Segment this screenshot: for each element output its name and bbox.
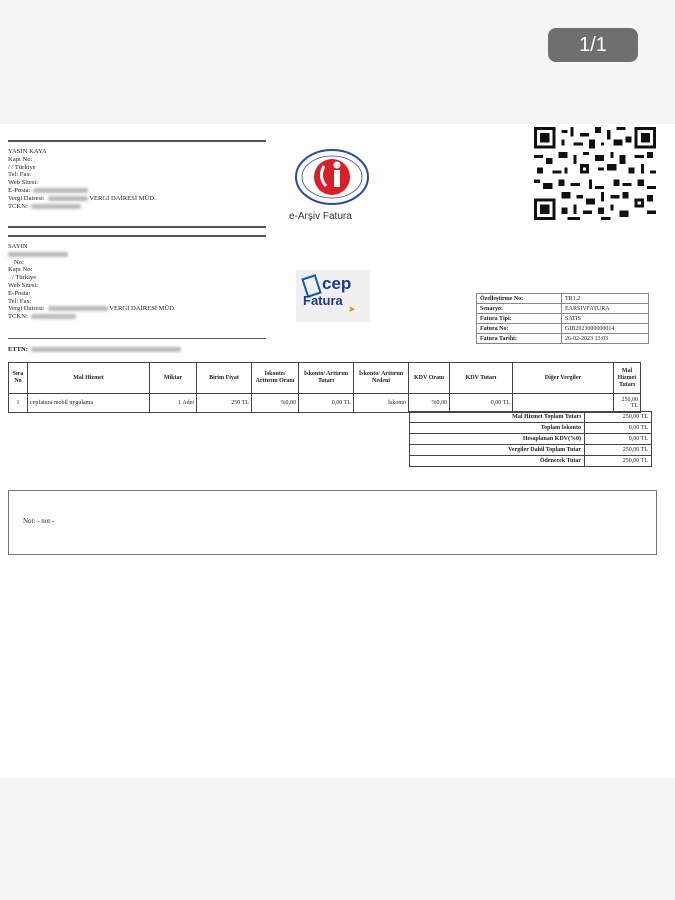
info-value: GIB2023000000014	[562, 324, 649, 334]
receiver-tax-office: VERGİ DAİRESİ MÜD.	[109, 305, 176, 313]
totals-row	[410, 434, 652, 445]
sender-line: Web Sitesi:	[8, 179, 39, 187]
col-header: İskonto/ Arttırım Tutarı	[299, 363, 354, 394]
total-value: 0,00 TL	[585, 423, 652, 434]
totals-row	[410, 412, 652, 423]
receiver-line: Kapı No:	[8, 266, 33, 274]
total-value: 0,00 TL	[585, 434, 652, 445]
sender-line: TCKN:	[8, 202, 28, 210]
total-key: Ödenecek Tutar	[410, 456, 585, 467]
info-key: Fatura Tarihi:	[477, 334, 562, 344]
items-table	[8, 362, 641, 413]
sender-info	[8, 148, 156, 210]
info-key: Senaryo:	[477, 304, 562, 314]
sender-line: Tel: Fax:	[8, 171, 32, 179]
redacted-text	[8, 252, 68, 257]
total-value: 250,00 TL	[585, 412, 652, 423]
info-value: SATIS	[562, 314, 649, 324]
receiver-line: E-Posta:	[8, 289, 31, 297]
cell	[513, 394, 614, 413]
col-header: KDV Tutarı	[450, 363, 513, 394]
divider	[8, 235, 266, 237]
qr-code	[534, 127, 656, 220]
divider	[8, 338, 266, 339]
cell: 0,00 TL	[299, 394, 354, 413]
redacted-text	[48, 196, 88, 201]
ettn-label: ETTN:	[8, 346, 28, 353]
cell: 0,00 TL	[450, 394, 513, 413]
cep-fatura-logo	[296, 270, 370, 322]
sender-line: E-Posta:	[8, 186, 31, 194]
receiver-info	[8, 243, 176, 321]
sender-tckn-row	[8, 203, 156, 211]
cell: 1	[9, 394, 28, 413]
redacted-text	[31, 204, 81, 209]
info-value: EARSIVFATURA	[562, 304, 649, 314]
receiver-name-row	[8, 251, 176, 259]
sender-line: YASİN KAYA	[8, 148, 47, 155]
totals-row	[410, 445, 652, 456]
page-indicator: 1/1	[548, 28, 638, 62]
divider	[8, 226, 266, 228]
info-key: Fatura Tipi:	[477, 314, 562, 324]
cell: %0,00	[252, 394, 299, 413]
sender-line: Vergi Dairesi:	[8, 194, 45, 202]
total-value: 250,00 TL	[585, 445, 652, 456]
sender-tax-row	[8, 195, 156, 203]
total-key: Mal Hizmet Toplam Tutarı	[410, 412, 585, 423]
col-header: Sıra No	[9, 363, 28, 394]
receiver-line: SAYIN	[8, 243, 28, 250]
info-key: Özelleştirme No:	[477, 294, 562, 304]
total-value: 250,00 TL	[585, 456, 652, 467]
cell: 250 TL	[197, 394, 252, 413]
info-row	[477, 314, 649, 324]
totals-row	[410, 456, 652, 467]
col-header: Diğer Vergiler	[513, 363, 614, 394]
total-key: Hesaplanan KDV(%0)	[410, 434, 585, 445]
note-text: Not: - not -	[23, 517, 55, 525]
cell: 250,00 TL	[614, 394, 641, 413]
receiver-line: Web Sitesi:	[8, 281, 39, 289]
info-row	[477, 324, 649, 334]
sender-tax-office: VERGİ DAİRESİ MÜD.	[89, 194, 156, 202]
redacted-text	[33, 188, 88, 193]
cell: cepfatura mobil uygulama	[28, 394, 150, 413]
gib-logo	[294, 148, 370, 208]
info-value: TR1.2	[562, 294, 649, 304]
info-value: 26-02-2023 13:03	[562, 334, 649, 344]
sender-email-row	[8, 187, 156, 195]
col-header: Miktar	[150, 363, 197, 394]
cell: 1 Adet	[150, 394, 197, 413]
receiver-line: Tel: Fax:	[8, 297, 32, 305]
receiver-tckn-row	[8, 313, 176, 321]
info-row	[477, 294, 649, 304]
receiver-tax-row	[8, 305, 176, 313]
col-header: KDV Oranı	[409, 363, 450, 394]
cep-logo-bottom: Fatura	[303, 293, 343, 308]
cep-logo-top: cep	[322, 274, 352, 293]
note-box	[8, 490, 657, 555]
receiver-line: No:	[14, 258, 24, 266]
total-key: Toplam İskonto	[410, 423, 585, 434]
receiver-line: Vergi Dairesi:	[8, 305, 45, 313]
ettn-row	[8, 346, 181, 353]
totals-row	[410, 423, 652, 434]
total-key: Vergiler Dahil Toplam Tutar	[410, 445, 585, 456]
receiver-line: TCKN:	[8, 313, 28, 321]
invoice-info-table	[476, 293, 649, 344]
cell: İskonto	[354, 394, 409, 413]
receiver-line: / Türkiye	[12, 274, 37, 282]
sender-line: / / Türkiye	[8, 163, 36, 171]
redacted-text	[31, 314, 76, 319]
redacted-text	[31, 347, 181, 352]
earsiv-label: e-Arşiv Fatura	[289, 211, 352, 222]
arrow-icon: ➤	[348, 304, 356, 314]
info-row	[477, 334, 649, 344]
redacted-text	[48, 306, 108, 311]
sender-line: Kapı No:	[8, 155, 33, 163]
info-row	[477, 304, 649, 314]
info-key: Fatura No:	[477, 324, 562, 334]
col-header: Mal Hizmet Tutarı	[614, 363, 641, 394]
col-header: Birim Fiyat	[197, 363, 252, 394]
col-header: İskonto/ Arttırım Nedeni	[354, 363, 409, 394]
totals-table	[409, 411, 652, 467]
col-header: İskonto/ Arttırım Oranı	[252, 363, 299, 394]
cell: %0,00	[409, 394, 450, 413]
items-header-row	[9, 363, 641, 394]
table-row	[9, 394, 641, 413]
col-header: Mal Hizmet	[28, 363, 150, 394]
divider	[8, 140, 266, 142]
